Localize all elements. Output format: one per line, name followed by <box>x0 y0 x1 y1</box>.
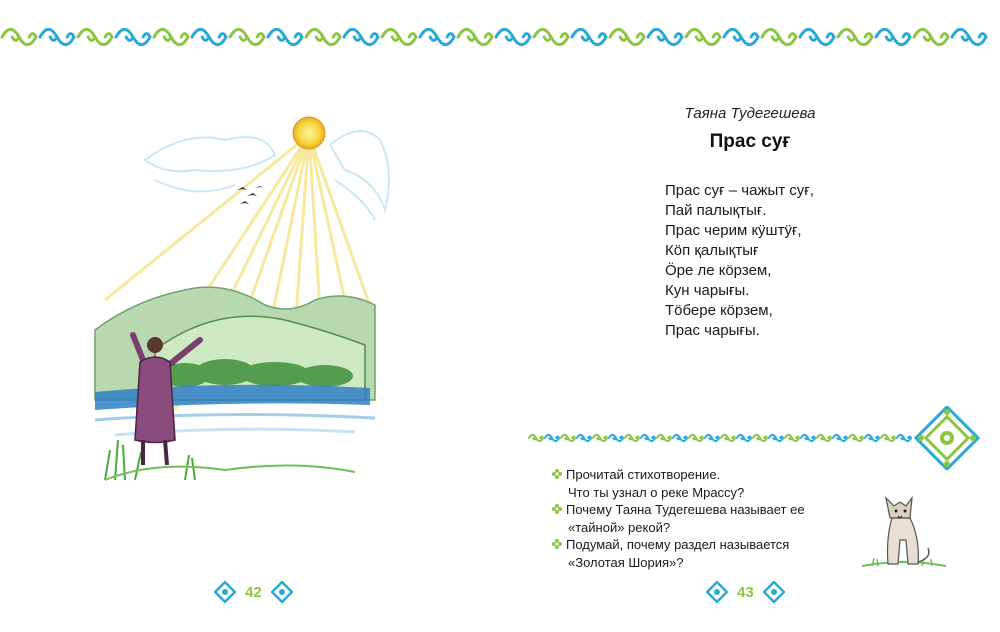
question-line: Подумай, почему раздел называется <box>566 537 790 552</box>
divider-motif <box>849 435 863 441</box>
question-line: «Золотая Шория»? <box>568 554 684 570</box>
border-motif <box>800 29 834 44</box>
poem-line: Кун чарығы. <box>665 282 750 299</box>
question-item <box>552 536 852 571</box>
border-motif <box>78 29 112 44</box>
poem-line: Прас чарығы. <box>665 322 760 339</box>
flower-bullet-icon <box>552 504 562 514</box>
divider-motif <box>833 435 847 441</box>
birds <box>237 186 263 204</box>
divider-motif <box>769 435 783 441</box>
border-motif <box>496 29 530 44</box>
divider-motif <box>801 435 815 441</box>
poem-line: Кӧп қалықтығ <box>665 242 759 259</box>
question-line: «тайной» рекой? <box>568 519 671 535</box>
poem-author: Таяна Тудегешева <box>684 105 816 122</box>
border-motif <box>876 29 910 44</box>
question-line: Прочитай стихотворение. <box>566 467 721 482</box>
page-number-text: 43 <box>737 583 754 601</box>
divider-motif <box>609 435 623 441</box>
top-ornament-border <box>0 22 1000 50</box>
poem-title: Прас суғ <box>709 131 791 152</box>
wolf-cub-illustration <box>862 478 946 570</box>
poem-line: Прас суғ – чажыт суғ, <box>665 182 814 199</box>
divider-motif <box>641 435 655 441</box>
divider-motif <box>737 435 751 441</box>
divider-motif <box>625 435 639 441</box>
sun <box>293 117 325 149</box>
border-motif <box>572 29 606 44</box>
border-motif <box>40 29 74 44</box>
border-motif <box>648 29 682 44</box>
border-motif <box>116 29 150 44</box>
section-divider-ornament <box>527 406 987 470</box>
border-motif <box>344 29 378 44</box>
divider-motif <box>721 435 735 441</box>
divider-motif <box>657 435 671 441</box>
divider-motif <box>689 435 703 441</box>
border-motif <box>458 29 492 44</box>
poem-text <box>665 181 925 341</box>
divider-motif <box>593 435 607 441</box>
border-motif <box>610 29 644 44</box>
poem-line: Прас черим кӱштӱғ, <box>665 222 802 239</box>
divider-motif <box>561 435 575 441</box>
border-motif <box>230 29 264 44</box>
divider-motif <box>865 435 879 441</box>
divider-motif <box>785 435 799 441</box>
poem-line: Тӧбере кӧрзем, <box>665 302 773 319</box>
question-item <box>552 466 852 501</box>
border-motif <box>382 29 416 44</box>
page-number-right <box>706 579 785 605</box>
page-number-text: 42 <box>245 583 262 601</box>
poem-line: Пай палықтығ. <box>665 202 767 219</box>
flower-bullet-icon <box>552 539 562 549</box>
divider-motif <box>545 435 559 441</box>
border-motif <box>2 29 36 44</box>
ornament-icon <box>214 581 236 603</box>
border-motif <box>192 29 226 44</box>
border-motif <box>914 29 948 44</box>
border-motif <box>838 29 872 44</box>
border-motif <box>686 29 720 44</box>
ornament-icon <box>763 581 785 603</box>
border-motif <box>154 29 188 44</box>
divider-motif <box>897 435 911 441</box>
medallion-icon <box>916 407 978 469</box>
divider-motif <box>577 435 591 441</box>
border-motif <box>952 29 986 44</box>
border-motif <box>724 29 758 44</box>
divider-motif <box>705 435 719 441</box>
border-motif <box>420 29 454 44</box>
border-motif <box>306 29 340 44</box>
questions-list <box>552 466 852 571</box>
ornament-icon <box>706 581 728 603</box>
divider-motif <box>753 435 767 441</box>
divider-motif <box>529 435 543 441</box>
clouds <box>145 131 389 220</box>
ornament-icon <box>271 581 293 603</box>
divider-motif <box>881 435 895 441</box>
border-motif <box>268 29 302 44</box>
river-illustration <box>75 100 395 500</box>
divider-motif <box>673 435 687 441</box>
page-number-left <box>214 579 293 605</box>
divider-motif <box>817 435 831 441</box>
question-line: Почему Таяна Тудегешева называет ее <box>566 502 805 517</box>
question-line: Что ты узнал о реке Мрассу? <box>568 484 745 500</box>
flower-bullet-icon <box>552 469 562 479</box>
border-motif <box>534 29 568 44</box>
border-motif <box>762 29 796 44</box>
question-item <box>552 501 852 536</box>
poem-line: Ӧре ле кӧрзем, <box>665 262 772 279</box>
